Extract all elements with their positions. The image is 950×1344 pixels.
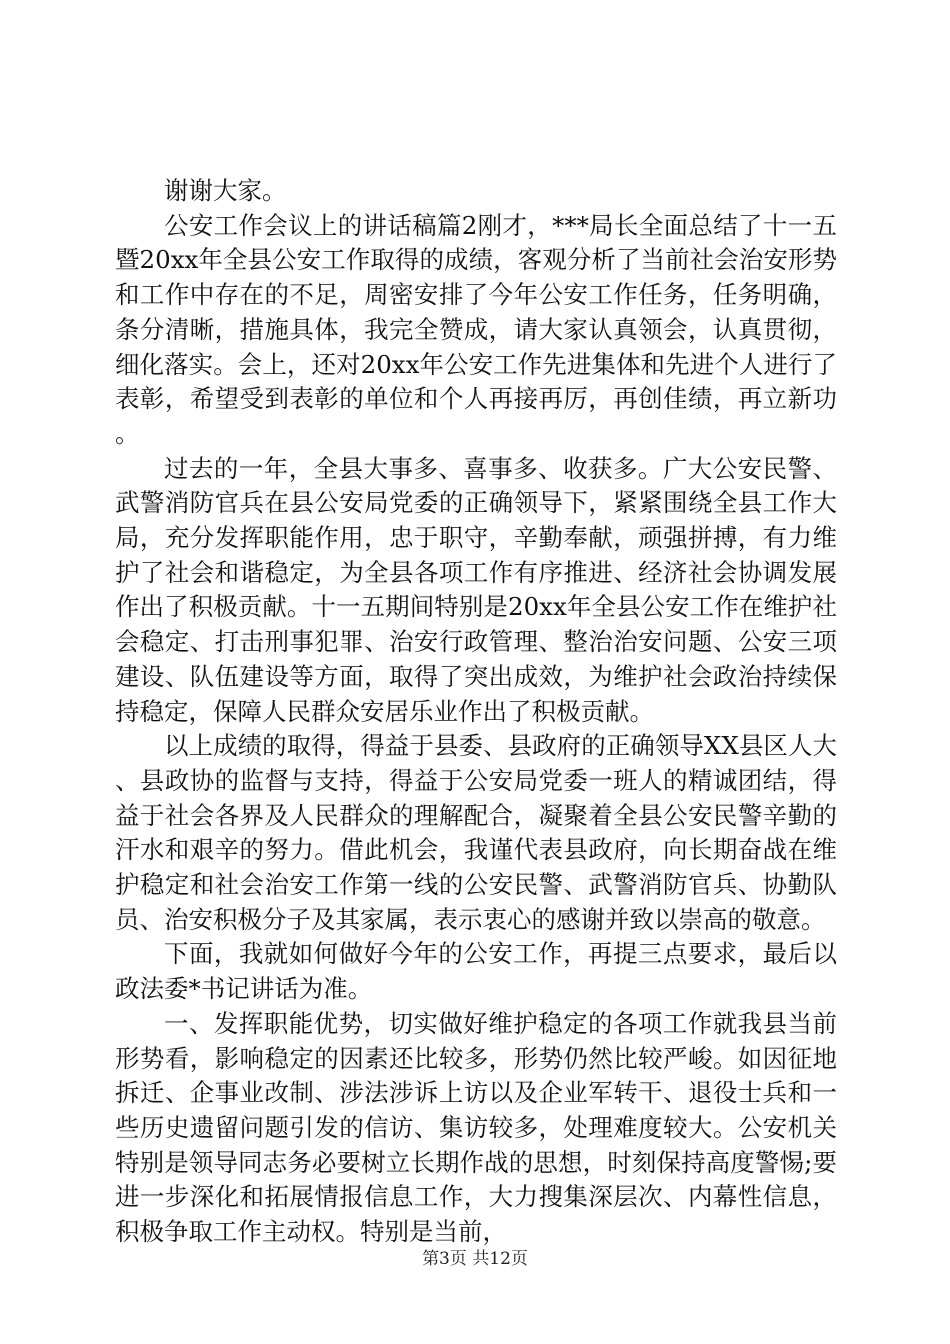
paragraph-5: 下面，我就如何做好今年的公安工作，再提三点要求，最后以政法委*书记讲话为准。 <box>115 939 837 1004</box>
paragraph-6: 一、发挥职能优势，切实做好维护稳定的各项工作就我县当前形势看，影响稳定的因素还比较多，形势仍然比较严峻。如因征地拆迁、企事业改制、涉法涉诉上访以及企业军转干、退役士兵和一些历史遗留问题引发的信访、集访较多，处理难度较大。公安机关特别是领导同志务必要树立长期作战的思想，时刻保持高度警惕;要进一步深化和拓展情报信息工作，大力搜集深层次、内幕性信息，积极争取工作主动权。特别是当前， <box>115 1008 837 1247</box>
document-body <box>115 174 837 1250</box>
paragraph-2: 公安工作会议上的讲话稿篇2刚才，***局长全面总结了十一五暨20xx年全县公安工作取得的成绩，客观分析了当前社会治安形势和工作中存在的不足，周密安排了今年公安工作任务，任务明确，条分清晰，措施具体，我完全赞成，请大家认真领会，认真贯彻，细化落实。会上，还对20xx年公安工作先进集体和先进个人进行了表彰，希望受到表彰的单位和个人再接再厉，再创佳绩，再立新功。 <box>115 210 837 448</box>
page-number-footer: 第3页 共12页 <box>422 1249 528 1269</box>
paragraph-4: 以上成绩的取得，得益于县委、县政府的正确领导XX县区人大、县政协的监督与支持，得益于公安局党委一班人的精诚团结，得益于社会各界及人民群众的理解配合，凝聚着全县公安民警辛勤的汗水和艰辛的努力。借此机会，我谨代表县政府，向长期奋战在维护稳定和社会治安工作第一线的公安民警、武警消防官兵、协勤队员、治安积极分子及其家属，表示衷心的感谢并致以崇高的敬意。 <box>115 731 837 934</box>
paragraph-1: 谢谢大家。 <box>164 176 287 205</box>
paragraph-3: 过去的一年，全县大事多、喜事多、收获多。广大公安民警、武警消防官兵在县公安局党委的正确领导下，紧紧围绕全县工作大局，充分发挥职能作用，忠于职守，辛勤奉献，顽强拼搏，有力维护了社会和谐稳定，为全县各项工作有序推进、经济社会协调发展作出了积极贡献。十一五期间特别是20xx年全县公安工作在维护社会稳定、打击刑事犯罪、治安行政管理、整治治安问题、公安三项建设、队伍建设等方面，取得了突出成效，为维护社会政治持续保持稳定，保障人民群众安居乐业作出了积极贡献。 <box>115 453 837 726</box>
